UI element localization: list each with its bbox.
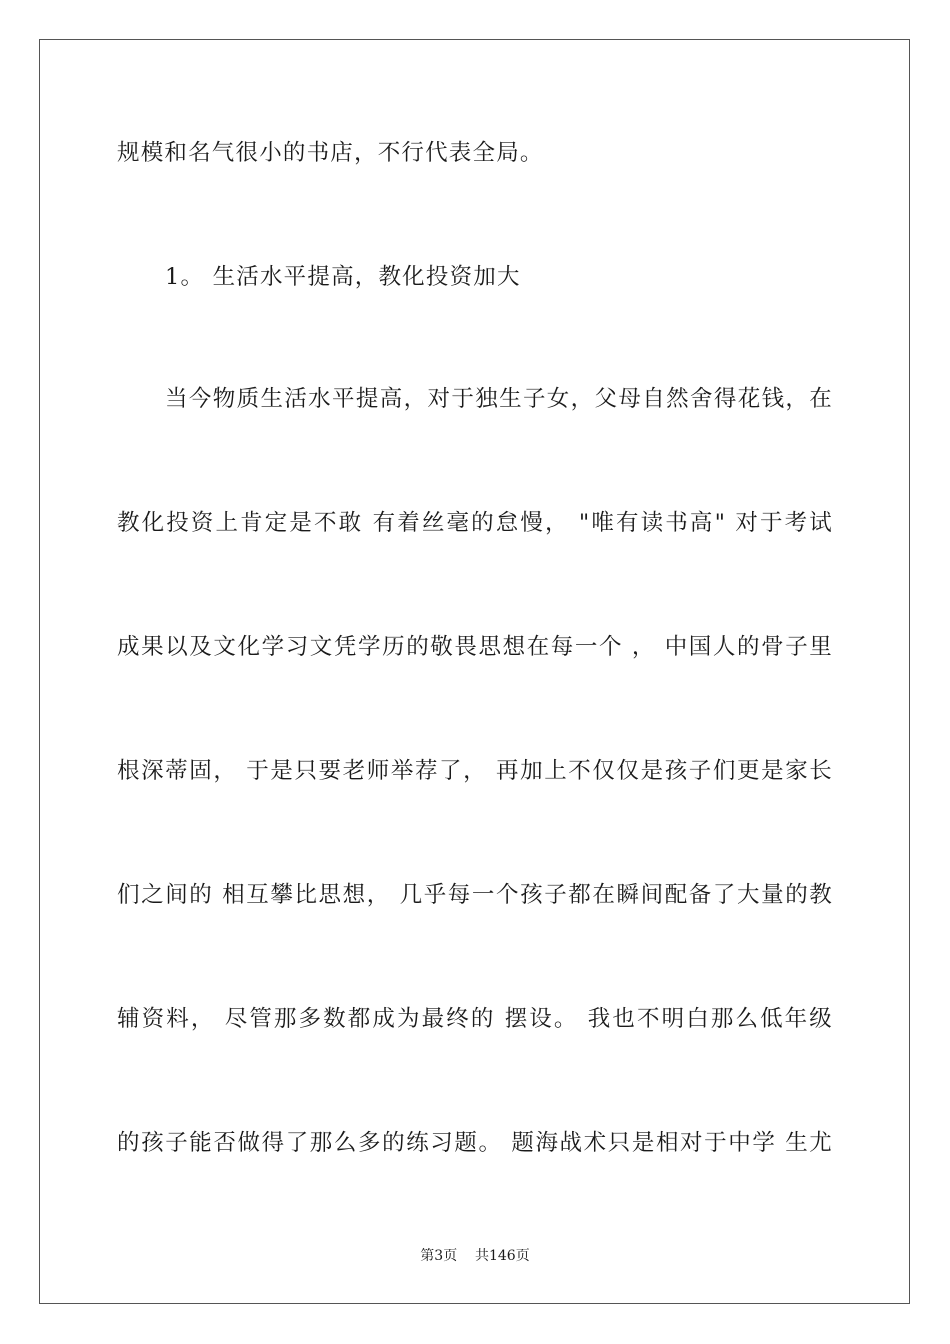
text-line-9: 的孩子能否做得了那么多的练习题。 题海战术只是相对于中学 生尤 [117, 1130, 833, 1156]
text-line-1: 规模和名气很小的书店，不行代表全局。 [117, 140, 544, 166]
text-line-6: 根深蒂固， 于是只要老师举荐了， 再加上不仅仅是孩子们更是家长 [117, 758, 833, 784]
text-line-5: 成果以及文化学习文凭学历的敬畏思想在每一个 ， 中国人的骨子里 [117, 634, 833, 660]
text-line-8: 辅资料， 尽管那多数都成为最终的 摆设。 我也不明白那么低年级 [117, 1006, 833, 1032]
text-line-3: 当今物质生活水平提高，对于独生子女，父母自然舍得花钱，在 [165, 386, 833, 412]
page-number-footer: 第3页 共146页 [420, 1248, 530, 1264]
page-border [39, 39, 910, 1304]
text-line-7: 们之间的 相互攀比思想， 几乎每一个孩子都在瞬间配备了大量的教 [117, 882, 833, 908]
section-heading: 1。 生活水平提高，教化投资加大 [165, 264, 521, 290]
text-line-4: 教化投资上肯定是不敢 有着丝毫的怠慢， "唯有读书高" 对于考试 [117, 510, 833, 536]
